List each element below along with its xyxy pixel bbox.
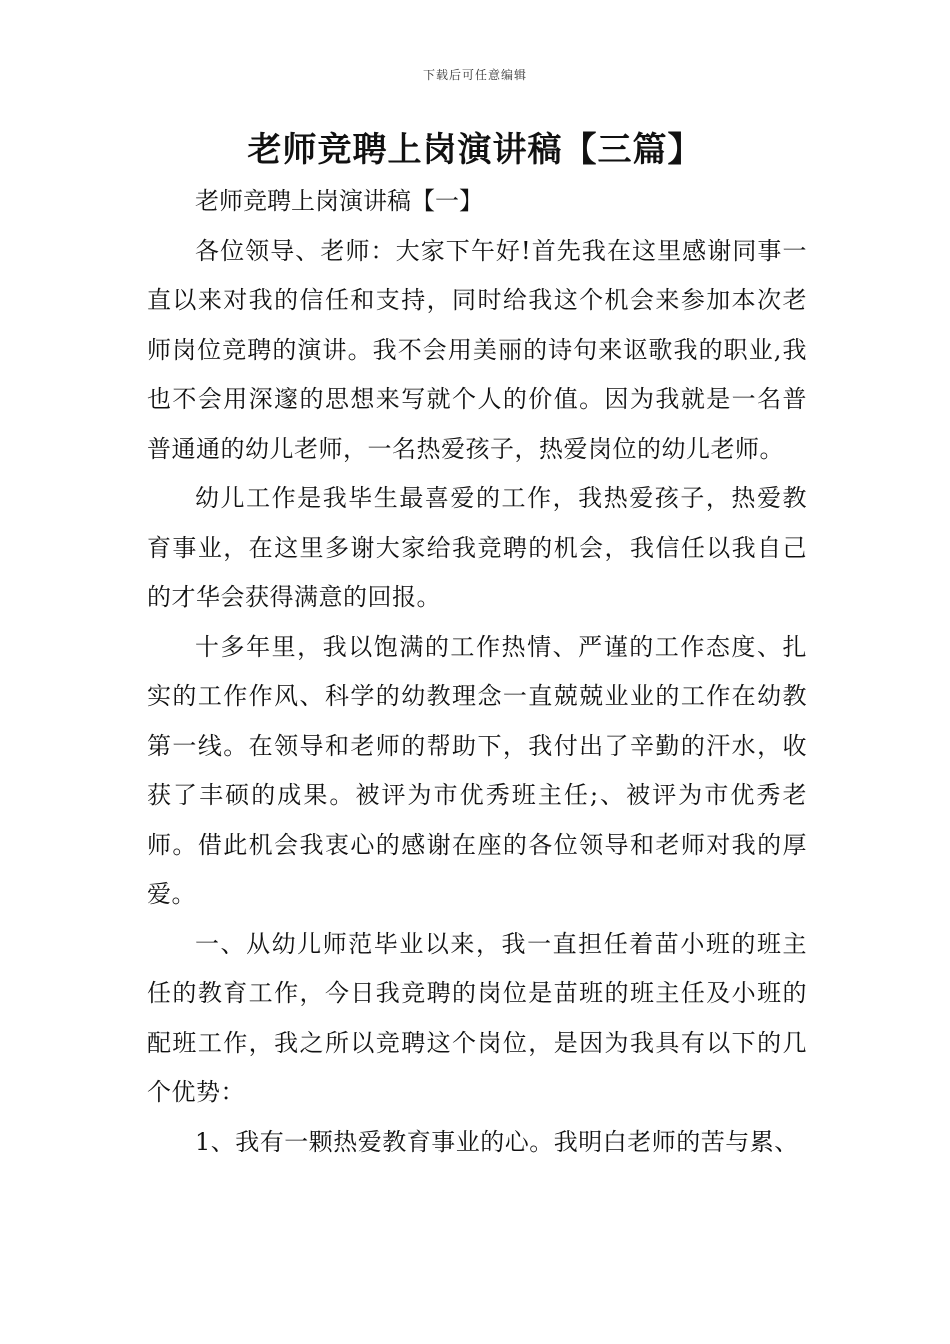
paragraph-position: 一、从幼儿师范毕业以来，我一直担任着苗小班的班主任的教育工作，今日我竞聘的岗位是苗班的班主任及小班的配班工作，我之所以竞聘这个岗位，是因为我具有以下的几个优势： <box>147 929 807 1106</box>
paragraph-love-of-work: 幼儿工作是我毕生最喜爱的工作，我热爱孩子，热爱教育事业，在这里多谢大家给我竞聘的机会，我信任以我自己的才华会获得满意的回报。 <box>147 484 807 611</box>
section-subtitle: 老师竞聘上岗演讲稿【一】 <box>195 187 483 215</box>
paragraph-experience: 十多年里，我以饱满的工作热情、严谨的工作态度、扎实的工作作风、科学的幼教理念一直兢兢业业的工作在幼教第一线。在领导和老师的帮助下，我付出了辛勤的汗水，收获了丰硕的成果。被评为市优秀班主任;、被评为市优秀老师。借此机会我衷心的感谢在座的各位领导和老师对我的厚爱。 <box>147 632 807 908</box>
paragraph-advantage-1: 1、我有一颗热爱教育事业的心。我明白老师的苦与累、 <box>195 1127 799 1156</box>
paragraph-greeting: 各位领导、老师：大家下午好!首先我在这里感谢同事一直以来对我的信任和支持，同时给我这个机会来参加本次老师岗位竞聘的演讲。我不会用美丽的诗句来讴歌我的职业,我也不会用深邃的思想来写就个人的价值。因为我就是一名普普通通的幼儿老师，一名热爱孩子，热爱岗位的幼儿老师。 <box>147 236 807 463</box>
document-body <box>147 177 807 1167</box>
header-note: 下载后可任意编辑 <box>422 68 527 82</box>
document-title: 老师竞聘上岗演讲稿【三篇】 <box>247 130 703 170</box>
